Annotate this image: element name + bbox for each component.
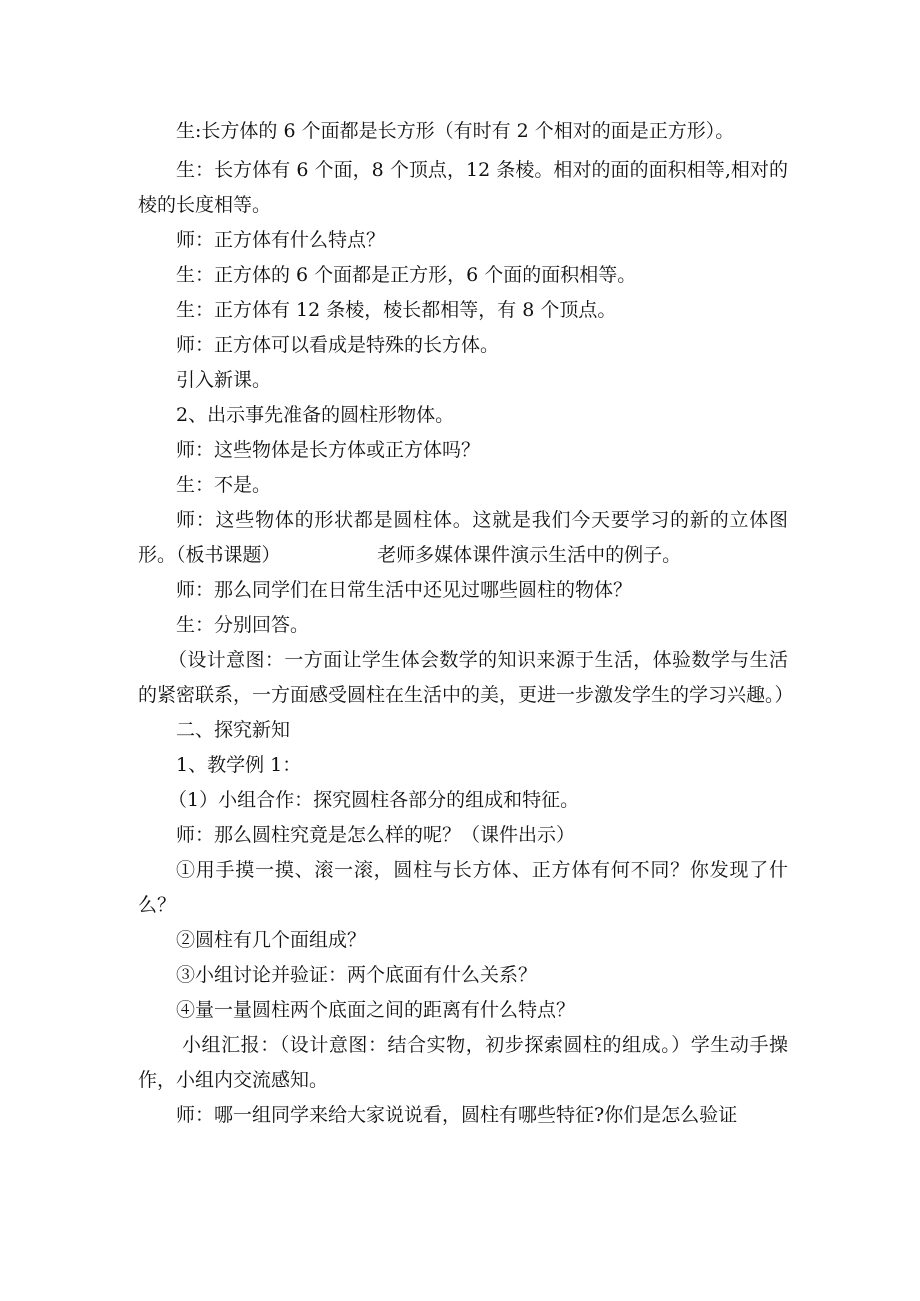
paragraph: 引入新课。 [176,369,272,391]
paragraph: 师：正方体有什么特点？ [176,229,386,251]
paragraph: 小组汇报：（设计意图：结合实物，初步探索圆柱的组成。）学生动手操作，小组内交流感知。 [138,1034,788,1091]
paragraph: 生：正方体的 6 个面都是正方形，6 个面的面积相等。 [176,264,637,286]
question-item: ②圆柱有几个面组成？ [176,929,367,951]
paragraph: 师：哪一组同学来给大家说说看，圆柱有哪些特征?你们是怎么验证 [176,1104,738,1126]
paragraph: 师：这些物体是长方体或正方体吗？ [176,439,481,461]
paragraph: （1）小组合作：探究圆柱各部分的组成和特征。 [168,789,580,811]
paragraph: 师：那么圆柱究竟是怎么样的呢？（课件出示） [176,824,576,846]
paragraph: 生：正方体有 12 条棱，棱长都相等，有 8 个顶点。 [176,299,617,321]
question-item: ④量一量圆柱两个底面之间的距离有什么特点？ [176,999,576,1021]
design-intent-note: （设计意图：一方面让学生体会数学的知识来源于生活，体验数学与生活的紧密联系，一方面感受圆柱在生活中的美，更进一步激发学生的学习兴趣。） [138,649,794,706]
paragraph: 生:长方体的 6 个面都是长方形（有时有 2 个相对的面是正方形）。 [176,120,735,142]
document-body [138,114,794,1133]
paragraph: 生：不是。 [176,474,272,496]
paragraph: 生：长方体有 6 个面，8 个顶点，12 条棱。相对的面的面积相等,相对的棱的长度相等。 [138,159,788,216]
question-item: ①用手摸一摸、滚一滚，圆柱与长方体、正方体有何不同？你发现了什么？ [138,859,788,916]
paragraph: 师：那么同学们在日常生活中还见过哪些圆柱的物体？ [176,579,633,601]
paragraph: 师：正方体可以看成是特殊的长方体。 [176,334,500,356]
paragraph: 生：分别回答。 [176,614,310,636]
paragraph: 师：这些物体的形状都是圆柱体。这就是我们今天要学习的新的立体图形。（板书课题） 老师多媒体课件演示生活中的例子。 [138,509,788,566]
question-item: ③小组讨论并验证：两个底面有什么关系？ [176,964,538,986]
subsection-heading: 1、教学例 1： [176,754,302,776]
section-heading: 二、探究新知 [176,719,291,741]
paragraph: 2、出示事先准备的圆柱形物体。 [176,404,455,426]
